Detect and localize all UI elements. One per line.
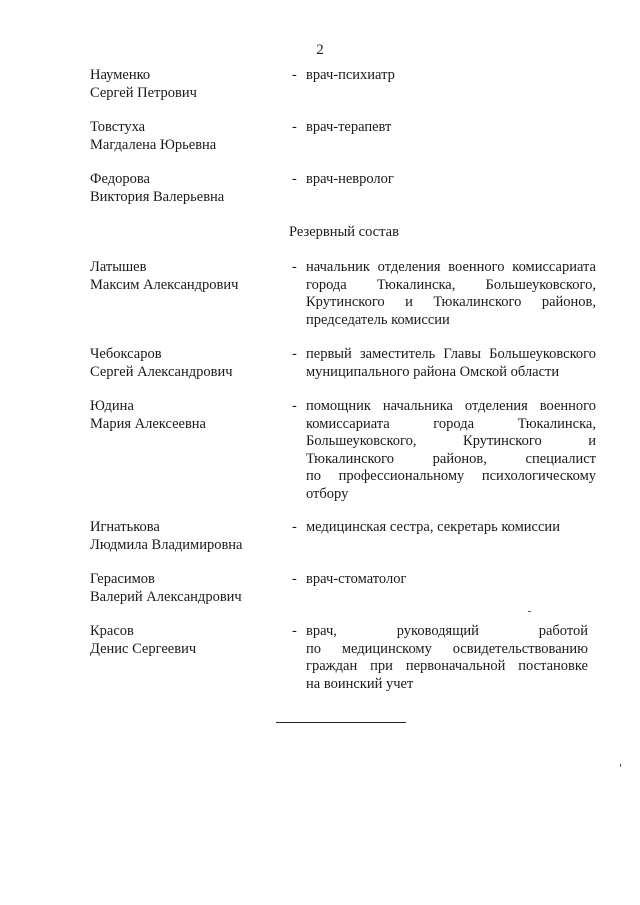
member-given-name: Людмила Владимировна: [90, 536, 243, 553]
role-line: Крутинского и Тюкалинского районов,: [306, 294, 596, 310]
member-name: [90, 346, 280, 381]
scan-speck: [528, 611, 531, 612]
member-surname: Чебоксаров: [90, 346, 162, 362]
role-dash: -: [292, 519, 297, 535]
page-number: 2: [316, 42, 324, 58]
member-surname: Юдина: [90, 398, 134, 414]
role-dash: -: [292, 259, 297, 275]
member-name: [90, 623, 280, 658]
role-line: помощник начальника отделения военного: [306, 398, 596, 414]
member-name: [90, 119, 280, 154]
role-line: врач, руководящий работой: [306, 623, 588, 639]
member-role: [306, 623, 588, 693]
role-line: председатель комиссии: [306, 311, 450, 328]
role-line: врач-стоматолог: [306, 571, 407, 587]
member-surname: Латышев: [90, 259, 147, 275]
member-name: [90, 519, 280, 554]
member-surname: Федорова: [90, 171, 150, 187]
member-given-name: Сергей Петрович: [90, 84, 197, 101]
member-name: [90, 171, 280, 206]
member-name: [90, 259, 280, 294]
role-line: Большеуковского, Крутинского и: [306, 433, 596, 449]
role-line: по медицинскому освидетельствованию: [306, 640, 588, 657]
member-name: [90, 398, 280, 433]
member-given-name: Виктория Валерьевна: [90, 188, 225, 205]
member-surname: Науменко: [90, 67, 151, 83]
member-role: [306, 346, 596, 381]
role-line: врач-терапевт: [306, 119, 392, 135]
role-line: граждан при первоначальной постановке: [306, 658, 588, 674]
member-surname: Герасимов: [90, 571, 155, 587]
member-role: [306, 171, 596, 189]
member-role: [306, 119, 596, 137]
member-given-name: Денис Сергеевич: [90, 640, 197, 657]
role-line: на воинский учет: [306, 675, 414, 692]
member-role: [306, 259, 596, 329]
role-dash: -: [292, 623, 297, 639]
role-dash: -: [292, 67, 297, 83]
role-dash: -: [292, 346, 297, 362]
role-dash: -: [292, 119, 297, 135]
member-role: [306, 398, 596, 503]
role-line: первый заместитель Главы Большеуковского: [306, 346, 596, 362]
member-given-name: Мария Алексеевна: [90, 415, 206, 432]
end-separator-line: [276, 722, 406, 723]
role-line: начальник отделения военного комиссариата: [306, 259, 596, 275]
role-line: муниципального района Омской области: [306, 363, 560, 380]
role-line: по профессиональному психологическому: [306, 468, 596, 484]
member-surname: Красов: [90, 623, 134, 639]
role-line: врач-психиатр: [306, 67, 395, 83]
member-name: [90, 67, 280, 102]
scan-speck: [620, 764, 621, 767]
role-line: отбору: [306, 485, 349, 502]
member-given-name: Валерий Александрович: [90, 588, 242, 605]
role-line: города Тюкалинска, Большеуковского,: [306, 276, 596, 293]
member-role: [306, 519, 596, 537]
role-line: Тюкалинского районов, специалист: [306, 450, 596, 467]
role-line: комиссариата города Тюкалинска,: [306, 415, 596, 432]
role-line: врач-невролог: [306, 171, 394, 187]
member-given-name: Максим Александрович: [90, 276, 239, 293]
member-given-name: Сергей Александрович: [90, 363, 233, 380]
reserve-section-heading: Резервный состав: [289, 224, 399, 240]
role-dash: -: [292, 398, 297, 414]
role-dash: -: [292, 171, 297, 187]
member-name: [90, 571, 280, 606]
role-dash: -: [292, 571, 297, 587]
role-line: медицинская сестра, секретарь комиссии: [306, 519, 560, 535]
member-role: [306, 571, 596, 589]
member-role: [306, 67, 596, 85]
member-given-name: Магдалена Юрьевна: [90, 136, 217, 153]
member-surname: Товстуха: [90, 119, 146, 135]
member-surname: Игнатькова: [90, 519, 160, 535]
